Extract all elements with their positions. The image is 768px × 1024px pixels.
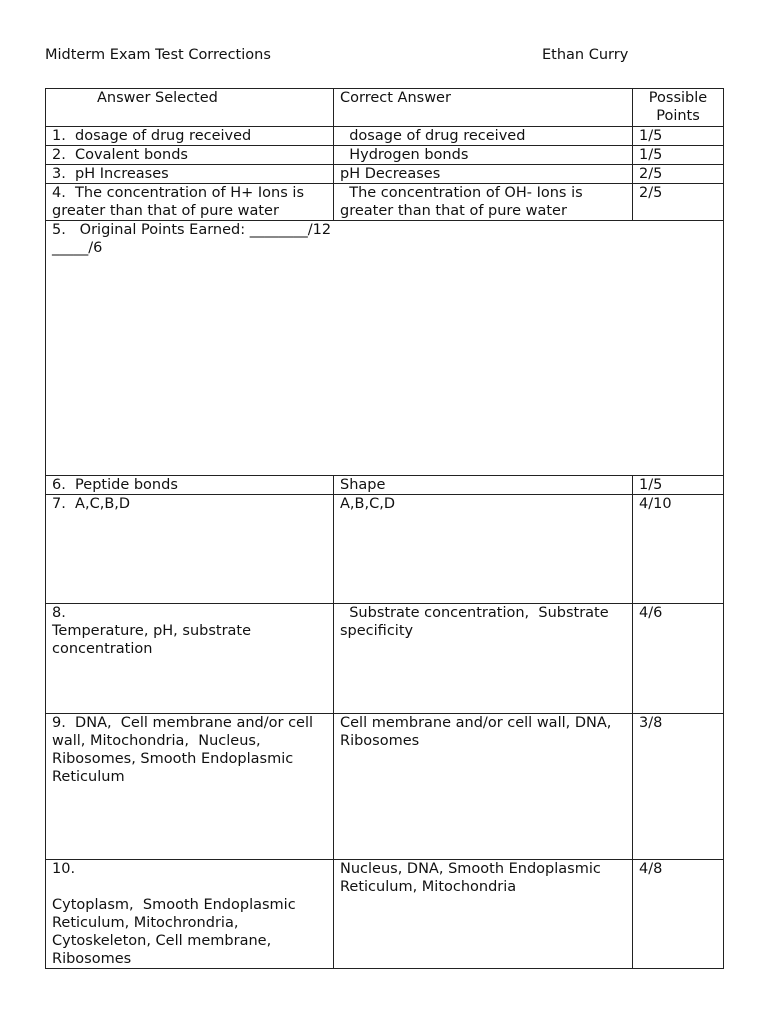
points-cell: 4/10: [633, 495, 724, 604]
table-row: [46, 476, 724, 495]
table-row: [46, 221, 724, 476]
correct-answer-cell: Substrate concentration, Substrate specificity: [334, 604, 633, 714]
document-title: Midterm Exam Test Corrections: [45, 47, 271, 63]
header-correct-answer: Correct Answer: [334, 89, 633, 127]
points-cell: 3/8: [633, 714, 724, 860]
answer-selected-cell: 2. Covalent bonds: [46, 146, 334, 165]
correct-answer-cell: Shape: [334, 476, 633, 495]
points-cell: 2/5: [633, 184, 724, 221]
answer-selected-cell: 9. DNA, Cell membrane and/or cell wall, Mitochondria, Nucleus, Ribosomes, Smooth Endoplasmic Reticulum: [46, 714, 334, 860]
points-cell: 4/6: [633, 604, 724, 714]
merged-points-cell: 5. Original Points Earned: ________/12 _____/6: [46, 221, 724, 476]
table-row: [46, 146, 724, 165]
answer-selected-cell: 4. The concentration of H+ Ions is greater than that of pure water: [46, 184, 334, 221]
correct-answer-cell: Hydrogen bonds: [334, 146, 633, 165]
correct-answer-cell: dosage of drug received: [334, 127, 633, 146]
answer-selected-cell: 6. Peptide bonds: [46, 476, 334, 495]
correct-answer-cell: Cell membrane and/or cell wall, DNA, Ribosomes: [334, 714, 633, 860]
answer-selected-cell: 3. pH Increases: [46, 165, 334, 184]
table-row: [46, 714, 724, 860]
answer-selected-cell: 10. Cytoplasm, Smooth Endoplasmic Reticulum, Mitochrondria, Cytoskeleton, Cell membrane, Ribosomes: [46, 860, 334, 969]
table-header-row: [46, 89, 724, 127]
points-cell: 1/5: [633, 146, 724, 165]
header-possible-points: Possible Points: [633, 89, 724, 127]
table-row: [46, 495, 724, 604]
corrections-table: [45, 88, 724, 969]
correct-answer-cell: A,B,C,D: [334, 495, 633, 604]
correct-answer-cell: pH Decreases: [334, 165, 633, 184]
correct-answer-cell: Nucleus, DNA, Smooth Endoplasmic Reticulum, Mitochondria: [334, 860, 633, 969]
student-name: Ethan Curry: [542, 47, 629, 63]
answer-selected-cell: 8. Temperature, pH, substrate concentration: [46, 604, 334, 714]
answer-selected-cell: 7. A,C,B,D: [46, 495, 334, 604]
table-row: [46, 604, 724, 714]
points-cell: 4/8: [633, 860, 724, 969]
points-cell: 1/5: [633, 476, 724, 495]
points-cell: 2/5: [633, 165, 724, 184]
table-row: [46, 860, 724, 969]
points-cell: 1/5: [633, 127, 724, 146]
table-row: [46, 127, 724, 146]
answer-selected-cell: 1. dosage of drug received: [46, 127, 334, 146]
table-row: [46, 165, 724, 184]
table-row: [46, 184, 724, 221]
correct-answer-cell: The concentration of OH- Ions is greater than that of pure water: [334, 184, 633, 221]
header-answer-selected: Answer Selected: [46, 89, 334, 127]
